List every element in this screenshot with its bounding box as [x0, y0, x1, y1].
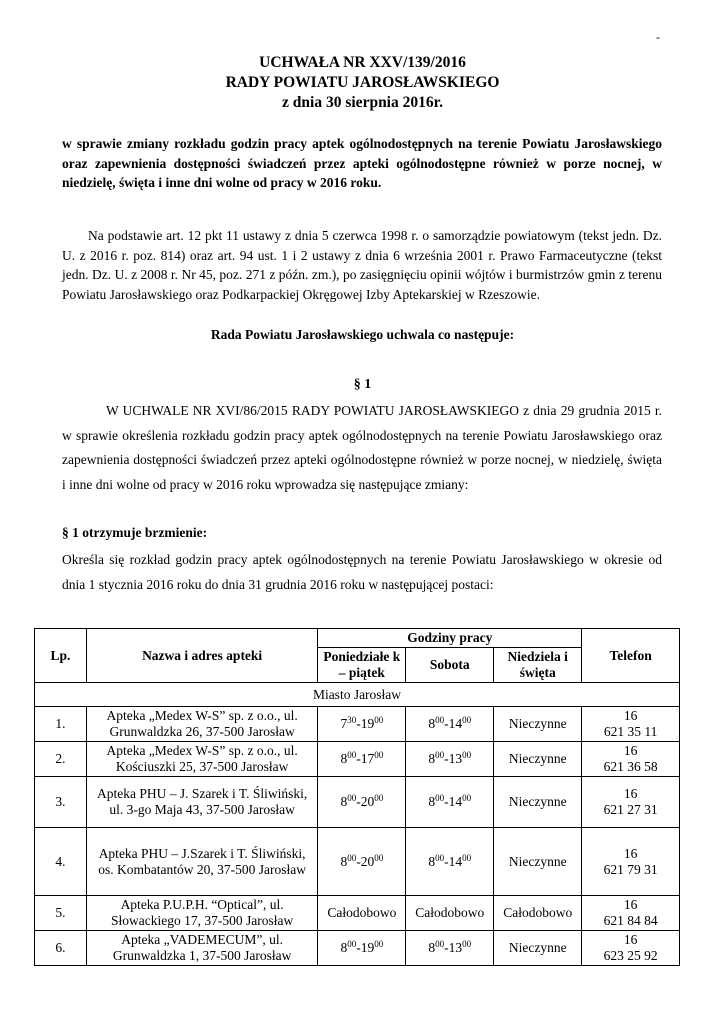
saturday-start-hour: 8 [428, 940, 436, 955]
saturday-end-hour: 14 [448, 716, 463, 731]
header-phone: Telefon [582, 629, 680, 683]
saturday-end-hour: 14 [448, 794, 463, 809]
resolution-number: UCHWAŁA NR XXV/139/2016 [259, 54, 466, 71]
weekday-end-hour: 19 [360, 940, 375, 955]
phone-number: 621 27 31 [603, 802, 658, 817]
weekday-start-hour: 8 [340, 794, 348, 809]
table-row [35, 777, 680, 828]
saturday-start-minutes: 00 [435, 852, 445, 863]
table-row [35, 707, 680, 742]
pharmacy-hours-table [34, 628, 680, 966]
saturday-start-minutes: 00 [435, 793, 445, 803]
row-saturday-hours [406, 707, 494, 742]
row-pharmacy-name: Apteka „Medex W-S” sp. z o.o., ul. Kościuszki 25, 37-500 Jarosław [86, 742, 317, 777]
phone-number: 621 84 84 [603, 913, 658, 928]
row-lp: 2. [35, 742, 87, 777]
row-saturday-hours [406, 931, 494, 966]
row-sunday-hours: Nieczynne [494, 707, 582, 742]
section-sign: § 1 [353, 377, 372, 392]
row-pharmacy-name: Apteka PHU – J. Szarek i T. Śliwiński, ul. 3-go Maja 43, 37-500 Jarosław [86, 777, 317, 828]
saturday-start-hour: 8 [428, 794, 436, 809]
table-row [35, 896, 680, 931]
saturday-end-minutes: 00 [462, 715, 472, 725]
row-weekday-hours [318, 931, 406, 966]
saturday-start-hour: 8 [428, 853, 436, 869]
saturday-start-hour: 8 [428, 716, 436, 731]
row-lp: 5. [35, 896, 87, 931]
saturday-end-minutes: 00 [462, 793, 472, 803]
weekday-start-hour: 8 [340, 751, 348, 766]
row-pharmacy-name: Apteka P.U.P.H. “Optical”, ul. Słowackiego 17, 37-500 Jarosław [86, 896, 317, 931]
row-phone [582, 742, 680, 777]
row-phone [582, 707, 680, 742]
weekday-dash: - [356, 716, 361, 731]
phone-area-code: 16 [623, 743, 638, 758]
row-saturday-hours: Całodobowo [406, 896, 494, 931]
header-saturday: Sobota [406, 648, 494, 683]
section-text: W UCHWALE NR XVI/86/2015 RADY POWIATU JAROSŁAWSKIEGO z dnia 29 grudnia 2015 r. w sprawie określenia rozkładu godzin pracy aptek ogólnodostępnych na terenie Powiatu Jarosławskiego oraz zapewnienia dostępności świadczeń przez apteki ogólnodostępne również w porze nocnej, w niedzielę, święta i inne dni wolne od pracy w 2016 roku wprowadza się następujące zmiany: [62, 403, 662, 492]
weekday-start-minutes: 00 [347, 750, 357, 760]
saturday-start-minutes: 00 [435, 715, 445, 725]
resolution-date: z dnia 30 sierpnia 2016r. [282, 94, 443, 111]
row-weekday-hours: Całodobowo [318, 896, 406, 931]
saturday-dash: - [444, 940, 449, 955]
row-weekday-hours [318, 742, 406, 777]
saturday-dash: - [444, 751, 449, 766]
saturday-end-minutes: 00 [462, 852, 472, 863]
section-heading: § 1 otrzymuje brzmienie: [62, 525, 208, 540]
weekday-end-hour: 19 [360, 716, 375, 731]
row-phone [582, 896, 680, 931]
weekday-end-hour: 20 [360, 853, 375, 869]
weekday-start-minutes: 00 [347, 852, 357, 863]
header-name: Nazwa i adres apteki [86, 629, 317, 683]
corner-mark: - [656, 30, 660, 44]
weekday-start-hour: 7 [340, 716, 348, 731]
saturday-dash: - [444, 716, 449, 731]
weekday-end-minutes: 00 [374, 793, 384, 803]
phone-number: 621 79 31 [603, 861, 658, 877]
row-saturday-hours [406, 777, 494, 828]
council-resolves: Rada Powiatu Jarosławskiego uchwala co następuje: [210, 327, 515, 342]
table-row [35, 828, 680, 896]
table-body [35, 707, 680, 966]
section-body: Określa się rozkład godzin pracy aptek ogólnodostępnych na terenie Powiatu Jarosławskiego w okresie od dnia 1 stycznia 2016 roku do dnia 31 grudnia 2016 roku w następującej postaci: [62, 552, 662, 592]
phone-area-code: 16 [623, 845, 638, 861]
saturday-start-hour: 8 [428, 751, 436, 766]
weekday-dash: - [356, 853, 361, 869]
weekday-start-hour: 8 [340, 940, 348, 955]
saturday-dash: - [444, 794, 449, 809]
weekday-dash: - [356, 794, 361, 809]
row-lp: 1. [35, 707, 87, 742]
phone-number: 623 25 92 [603, 948, 658, 963]
saturday-dash: - [444, 853, 449, 869]
row-sunday-hours: Nieczynne [494, 828, 582, 896]
row-sunday-hours: Całodobowo [494, 896, 582, 931]
row-sunday-hours: Nieczynne [494, 931, 582, 966]
weekday-end-minutes: 00 [374, 750, 384, 760]
phone-area-code: 16 [623, 932, 638, 947]
table-row [35, 931, 680, 966]
row-pharmacy-name: Apteka „Medex W-S” sp. z o.o., ul. Grunwaldzka 26, 37-500 Jarosław [86, 707, 317, 742]
phone-number: 621 35 11 [603, 724, 658, 739]
row-pharmacy-name: Apteka PHU – J.Szarek i T. Śliwiński, os. Kombatantów 20, 37-500 Jarosław [86, 828, 317, 896]
header-lp: Lp. [35, 629, 87, 683]
saturday-end-minutes: 00 [462, 750, 472, 760]
legal-basis: Na podstawie art. 12 pkt 11 ustawy z dnia 5 czerwca 1998 r. o samorządzie powiatowym (tekst jedn. Dz. U. z 2016 r. poz. 814) oraz art. 94 ust. 1 i 2 ustawy z dnia 6 września 2001 r. Prawo Farmaceutyczne (tekst jedn. Dz. U. z 2008 r. Nr 45, poz. 271 z późn. zm.), po zasięgnięciu opinii wójtów i burmistrzów gmin z terenu Powiatu Jarosławskiego oraz Podkarpackiej Okręgowej Izby Aptekarskiej w Rzeszowie. [62, 228, 662, 302]
row-pharmacy-name: Apteka „VADEMECUM”, ul. Grunwaldzka 1, 37-500 Jarosław [86, 931, 317, 966]
weekday-end-hour: 17 [360, 751, 375, 766]
saturday-start-minutes: 00 [435, 750, 445, 760]
phone-area-code: 16 [623, 786, 638, 801]
phone-number: 621 36 58 [603, 759, 658, 774]
weekday-end-minutes: 00 [374, 715, 384, 725]
header-sunday: Niedziela i święta [494, 648, 582, 683]
row-saturday-hours [406, 742, 494, 777]
saturday-end-minutes: 00 [462, 939, 472, 949]
resolution-subject: w sprawie zmiany rozkładu godzin pracy aptek ogólnodostępnych na terenie Powiatu Jarosławskiego oraz zapewnienia dostępności świadczeń przez apteki ogólnodostępne również w porze nocnej, w niedzielę, święta i inne dni wolne od pracy w 2016 roku. [62, 136, 662, 190]
weekday-dash: - [356, 751, 361, 766]
row-phone [582, 828, 680, 896]
header-weekdays: Poniedziałe k – piątek [318, 648, 406, 683]
weekday-end-minutes: 00 [374, 939, 384, 949]
saturday-start-minutes: 00 [435, 939, 445, 949]
row-phone [582, 777, 680, 828]
weekday-end-minutes: 00 [374, 852, 384, 863]
row-saturday-hours [406, 828, 494, 896]
phone-area-code: 16 [623, 708, 638, 723]
weekday-start-minutes: 00 [347, 939, 357, 949]
row-sunday-hours: Nieczynne [494, 742, 582, 777]
weekday-dash: - [356, 940, 361, 955]
row-weekday-hours [318, 828, 406, 896]
row-lp: 4. [35, 828, 87, 896]
weekday-start-minutes: 00 [347, 793, 357, 803]
row-weekday-hours [318, 707, 406, 742]
weekday-start-minutes: 30 [347, 715, 357, 725]
table-row [35, 742, 680, 777]
saturday-end-hour: 13 [448, 940, 463, 955]
row-phone [582, 931, 680, 966]
weekday-end-hour: 20 [360, 794, 375, 809]
header-hours: Godziny pracy [318, 629, 582, 648]
saturday-end-hour: 14 [448, 853, 463, 869]
saturday-end-hour: 13 [448, 751, 463, 766]
row-lp: 6. [35, 931, 87, 966]
row-lp: 3. [35, 777, 87, 828]
row-weekday-hours [318, 777, 406, 828]
weekday-start-hour: 8 [340, 853, 348, 869]
council-name: RADY POWIATU JAROSŁAWSKIEGO [225, 74, 500, 91]
row-sunday-hours: Nieczynne [494, 777, 582, 828]
group-label: Miasto Jarosław [35, 683, 680, 707]
phone-area-code: 16 [623, 897, 638, 912]
